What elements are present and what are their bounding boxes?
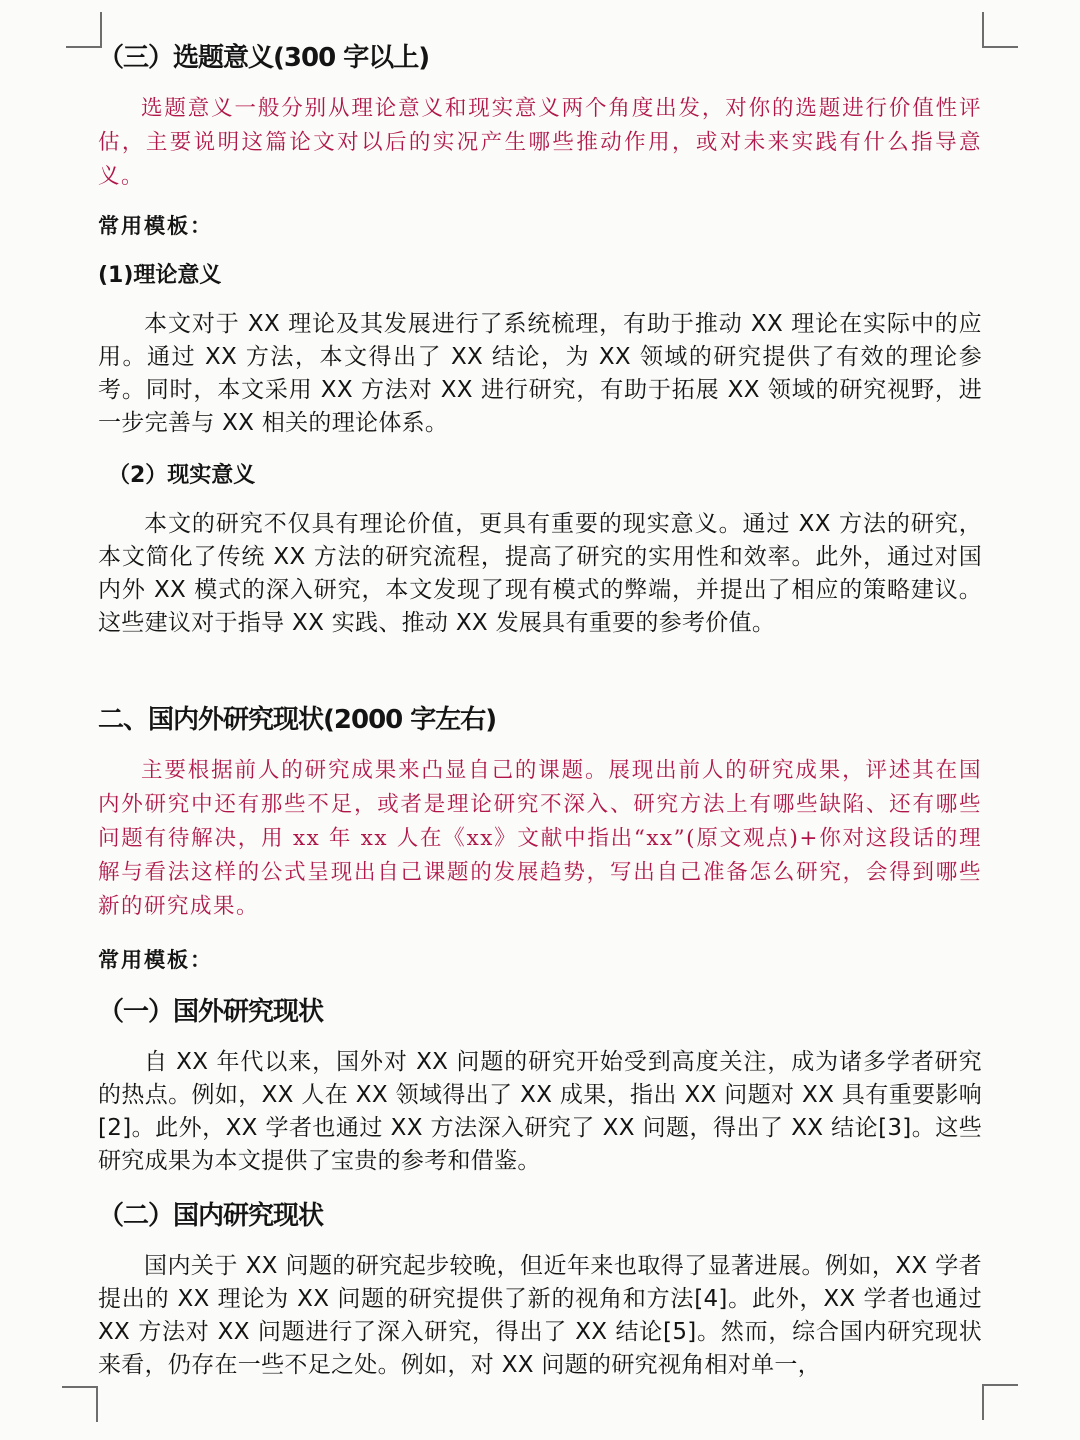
crop-mark-top-left — [66, 12, 102, 48]
research-status-heading: 二、国内外研究现状(2000 字左右) — [98, 705, 497, 735]
domestic-status-heading: （二）国内研究现状 — [98, 1201, 324, 1231]
domestic-status-text: 国内关于 XX 问题的研究起步较晚，但近年来也取得了显著进展。例如，XX 学者提出的 XX 理论为 XX 问题的研究提供了新的视角和方法[4]。此外，XX 学者也通过 XX 方法对 XX 问题进行了深入研究，得出了 XX 结论[5]。然而，综合国内研究现状来看，仍存在一些不足之处。例如，对 XX 问题的研究视角相对单一， — [98, 1253, 982, 1378]
theory-significance-heading: (1)理论意义 — [98, 263, 222, 288]
practice-significance-text: 本文的研究不仅具有理论价值，更具有重要的现实意义。通过 XX 方法的研究，本文简化了传统 XX 方法的研究流程，提高了研究的实用性和效率。此外，通过对国内外 XX 模式的深入研究，本文发现了现有模式的弊端，并提出了相应的策略建议。这些建议对于指导 XX 实践、推动 XX 发展具有重要的参考价值。 — [98, 511, 982, 636]
significance-heading: （三）选题意义(300 字以上) — [98, 43, 430, 73]
practice-significance-heading: （2）现实意义 — [108, 463, 256, 488]
research-status-guide-note: 主要根据前人的研究成果来凸显自己的课题。展现出前人的研究成果，评述其在国内外研究中还有那些不足，或者是理论研究不深入、研究方法上有哪些缺陷、还有哪些问题有待解决，用 xx 年 xx 人在《xx》文献中指出“xx”(原文观点)+你对这段话的理解与看法这样的公式呈现出自己课题的发展趋势，写出自己准备怎么研究，会得到哪些新的研究成果。 — [98, 758, 982, 919]
crop-mark-bottom-right — [982, 1384, 1018, 1420]
foreign-status-heading: （一）国外研究现状 — [98, 997, 324, 1027]
crop-mark-bottom-left — [62, 1386, 98, 1422]
theory-significance-text: 本文对于 XX 理论及其发展进行了系统梳理，有助于推动 XX 理论在实际中的应用。通过 XX 方法，本文得出了 XX 结论，为 XX 领域的研究提供了有效的理论参考。同时，本文采用 XX 方法对 XX 进行研究，有助于拓展 XX 领域的研究视野，进一步完善与 XX 相关的理论体系。 — [98, 311, 982, 436]
significance-guide-note: 选题意义一般分别从理论意义和现实意义两个角度出发，对你的选题进行价值性评估，主要说明这篇论文对以后的实况产生哪些推动作用，或对未来实践有什么指导意义。 — [98, 96, 982, 189]
research-status-template-label: 常用模板： — [98, 947, 213, 972]
significance-template-label: 常用模板： — [98, 213, 213, 238]
document-page — [98, 38, 982, 1382]
crop-mark-top-right — [982, 12, 1018, 48]
foreign-status-text: 自 XX 年代以来，国外对 XX 问题的研究开始受到高度关注，成为诸多学者研究的热点。例如，XX 人在 XX 领域得出了 XX 成果，指出 XX 问题对 XX 具有重要影响[2]。此外，XX 学者也通过 XX 方法深入研究了 XX 问题，得出了 XX 结论[3]。这些研究成果为本文提供了宝贵的参考和借鉴。 — [98, 1049, 982, 1174]
